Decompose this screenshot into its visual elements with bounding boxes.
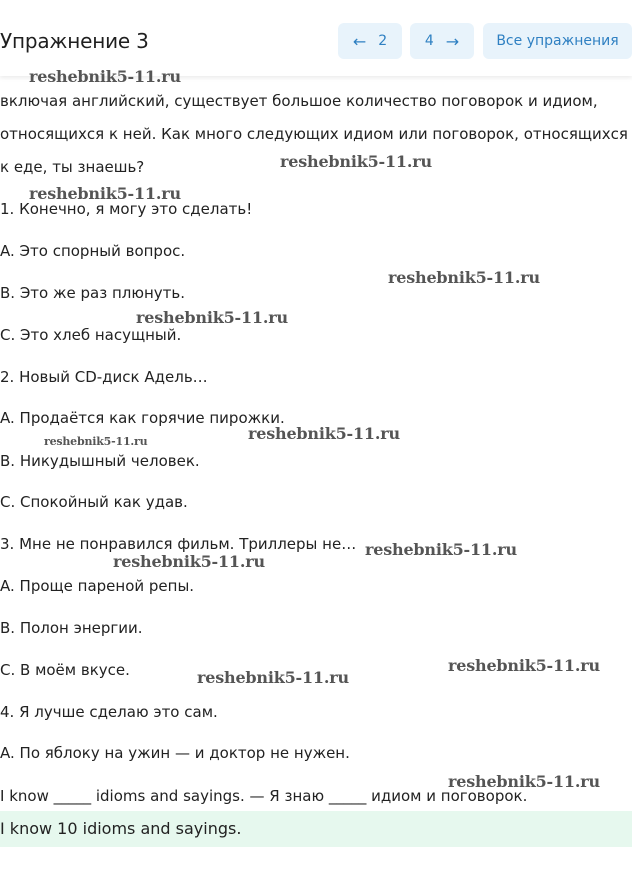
option-2a: A. Продаётся как горячие пирожки. xyxy=(0,409,285,427)
prev-exercise-button[interactable] xyxy=(338,23,402,59)
watermark: reshebnik5-11.ru xyxy=(248,424,400,443)
option-1a: A. Это спорный вопрос. xyxy=(0,242,186,260)
option-2b: B. Никудышный человек. xyxy=(0,452,200,470)
watermark: reshebnik5-11.ru xyxy=(448,772,600,791)
intro-line: включая английский, существует большое количество поговорок и идиом, xyxy=(0,92,598,110)
arrow-left-icon: ← xyxy=(352,31,367,51)
arrow-right-icon: → xyxy=(445,31,460,51)
watermark: reshebnik5-11.ru xyxy=(113,552,265,571)
watermark: reshebnik5-11.ru xyxy=(448,656,600,675)
option-2c: C. Спокойный как удав. xyxy=(0,493,188,511)
watermark: reshebnik5-11.ru xyxy=(280,152,432,171)
answer-text: I know 10 idioms and sayings. xyxy=(0,819,242,838)
watermark: reshebnik5-11.ru xyxy=(29,184,181,203)
option-4a: A. По яблоку на ужин — и доктор не нужен. xyxy=(0,744,350,762)
header xyxy=(0,0,632,76)
next-exercise-button[interactable] xyxy=(410,23,474,59)
watermark: reshebnik5-11.ru xyxy=(136,308,288,327)
prev-exercise-label: 2 xyxy=(378,33,388,49)
option-1b: B. Это же раз плюнуть. xyxy=(0,284,186,302)
summary-line: I know _____ idioms and sayings. — Я знаю _____ идиом и поговорок. xyxy=(0,787,528,805)
watermark: reshebnik5-11.ru xyxy=(29,67,181,86)
question-4: 4. Я лучше сделаю это сам. xyxy=(0,703,218,721)
watermark: reshebnik5-11.ru xyxy=(197,668,349,687)
page-title: Упражнение 3 xyxy=(0,29,149,53)
question-3: 3. Мне не понравился фильм. Триллеры не… xyxy=(0,535,357,553)
watermark: reshebnik5-11.ru xyxy=(44,435,148,448)
option-3c: C. В моём вкусе. xyxy=(0,661,130,679)
question-2: 2. Новый CD-диск Адель… xyxy=(0,368,208,386)
intro-line: относящихся к ней. Как много следующих идиом или поговорок, относящихся xyxy=(0,125,628,143)
watermark: reshebnik5-11.ru xyxy=(388,268,540,287)
watermark: reshebnik5-11.ru xyxy=(365,540,517,559)
question-1: 1. Конечно, я могу это сделать! xyxy=(0,200,253,218)
all-exercises-button[interactable]: Все упражнения xyxy=(483,23,632,59)
option-3b: B. Полон энергии. xyxy=(0,619,143,637)
next-exercise-label: 4 xyxy=(424,33,434,49)
intro-line: к еде, ты знаешь? xyxy=(0,158,145,176)
option-1c: C. Это хлеб насущный. xyxy=(0,326,182,344)
option-3a: A. Проще пареной репы. xyxy=(0,577,195,595)
answer-box xyxy=(0,811,632,847)
